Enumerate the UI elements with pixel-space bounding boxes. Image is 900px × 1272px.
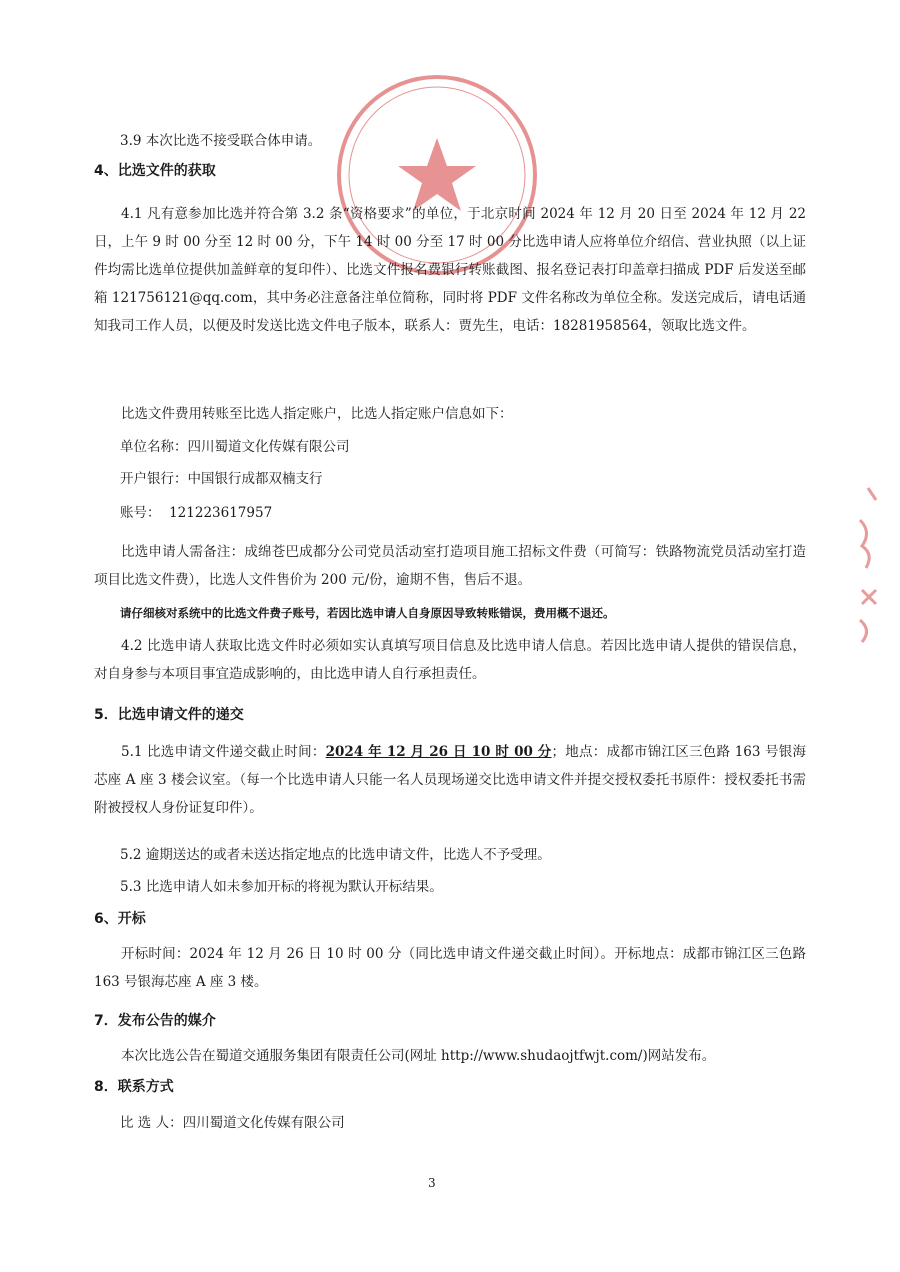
section-5-heading: 5．比选申请文件的递交	[94, 707, 244, 723]
contact-value: 四川蜀道文化传媒有限公司	[182, 1115, 345, 1131]
submission-deadline: 2024 年 12 月 26 日 10 时 00 分	[325, 744, 552, 760]
contact-label: 比 选 人：	[120, 1115, 183, 1131]
clause-5-2: 5.2 逾期送达的或者未送达指定地点的比选申请文件，比选人不予受理。	[120, 847, 551, 863]
section-4-heading: 4、比选文件的获取	[94, 163, 216, 179]
clause-3-9: 3.9 本次比选不接受联合体申请。	[120, 133, 322, 149]
contact-line	[120, 1112, 345, 1134]
clause-5-3: 5.3 比选申请人如未参加开标的将视为默认开标结果。	[120, 879, 443, 895]
account-bank-line	[120, 468, 323, 490]
account-bank-label: 开户银行：	[120, 471, 188, 487]
section-7-heading: 7．发布公告的媒介	[94, 1013, 216, 1029]
account-number-line	[120, 502, 272, 524]
account-number: 121223617957	[169, 505, 273, 521]
publication-media: 本次比选公告在蜀道交通服务集团有限责任公司(网址 http://www.shudaojtfwjt.com/)网站发布。	[121, 1048, 716, 1064]
section-8-heading: 8．联系方式	[94, 1079, 174, 1095]
account-name: 四川蜀道文化传媒有限公司	[187, 439, 350, 455]
account-name-label: 单位名称：	[120, 439, 188, 455]
page-number: 3	[428, 1176, 436, 1190]
account-number-label: 账号：	[120, 505, 161, 521]
clause-5-1-rest: ；地点：成都市锦江区三色路 163 号银海芯座 A 座 3 楼会议室。（每一个比选申请人只能一名人员现场递交比选申请文件并提交授权委托书原件：授权委托书需附被授权人身份证复印件）。	[94, 744, 806, 816]
account-name-line	[120, 436, 350, 458]
bid-opening-info: 开标时间：2024 年 12 月 26 日 10 时 00 分（同比选申请文件递交截止时间）。开标地点：成都市锦江区三色路 163 号银海芯座 A 座 3 楼。	[94, 946, 806, 990]
refund-warning: 请仔细核对系统中的比选文件费子账号，若因比选申请人自身原因导致转账错误，费用概不退还。	[120, 606, 615, 620]
fee-intro: 比选文件费用转账至比选人指定账户，比选人指定账户信息如下：	[121, 406, 513, 422]
account-bank: 中国银行成都双楠支行	[187, 471, 323, 487]
section-6-heading: 6、开标	[94, 911, 146, 927]
clause-4-2: 4.2 比选申请人获取比选文件时必须如实认真填写项目信息及比选申请人信息。若因比选申请人提供的错误信息，对自身参与本项目事宜造成影响的，由比选申请人自行承担责任。	[94, 638, 806, 682]
edge-seal-mark	[848, 480, 888, 650]
clause-4-1: 4.1 凡有意参加比选并符合第 3.2 条“资格要求”的单位，于北京时间 2024 年 12 月 20 日至 2024 年 12 月 22 日，上午 9 时 00 分至 12 时 00 分，下午 14 时 00 分至 17 时 00 分比选申请人应将单位介绍信、营业执照（以上证件均需比选单位提供加盖鲜章的复印件）、比选文件报名费银行转账截图、报名登记表打印盖章扫描成 PDF 后发送至邮箱 121756121@qq.com，其中务必注意备注单位简称，同时将 PDF 文件名称改为单位全称。发送完成后，请电话通知我司工作人员，以便及时发送比选文件电子版本，联系人：贾先生，电话：18281958564，领取比选文件。	[94, 206, 806, 334]
clause-5-1	[94, 738, 806, 822]
payment-remark: 比选申请人需备注：成绵苍巴成都分公司党员活动室打造项目施工招标文件费（可简写：铁路物流党员活动室打造项目比选文件费），比选人文件售价为 200 元/份，逾期不售，售后不退。	[94, 544, 806, 588]
clause-5-1-lead: 5.1 比选申请文件递交截止时间：	[121, 744, 326, 760]
